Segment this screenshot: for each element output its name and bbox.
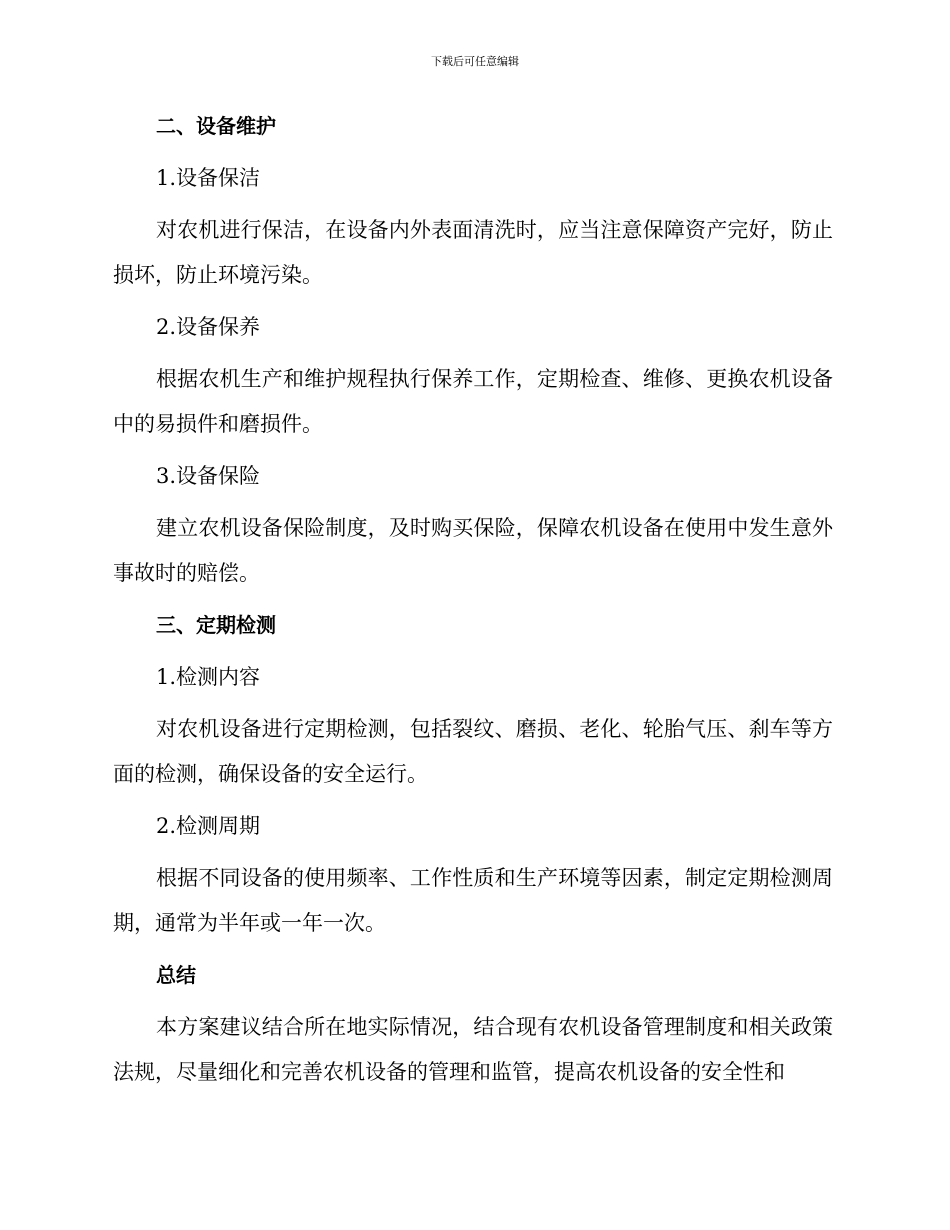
section-heading-inspection: 三、定期检测: [156, 613, 276, 637]
paragraph-summary: 本方案建议结合所在地实际情况，结合现有农机设备管理制度和相关政策法规，尽量细化和完善农机设备的管理和监管，提高农机设备的安全性和: [113, 1015, 833, 1084]
paragraph-insurance: 建立农机设备保险制度，及时购买保险，保障农机设备在使用中发生意外事故时的赔偿。: [113, 516, 833, 585]
paragraph-cleaning: 对农机进行保洁，在设备内外表面清洗时，应当注意保障资产完好，防止损坏，防止环境污染。: [113, 218, 833, 287]
paragraph-inspection-content: 对农机设备进行定期检测，包括裂纹、磨损、老化、轮胎气压、刹车等方面的检测，确保设备的安全运行。: [113, 717, 833, 786]
subheading-cleaning: 1.设备保洁: [156, 166, 261, 190]
subheading-insurance: 3.设备保险: [156, 464, 261, 488]
paragraph-upkeep: 根据农机生产和维护规程执行保养工作，定期检查、维修、更换农机设备中的易损件和磨损件。: [113, 367, 833, 436]
document-body: [113, 104, 833, 1095]
subheading-inspection-content: 1.检测内容: [156, 665, 261, 689]
paragraph-inspection-cycle: 根据不同设备的使用频率、工作性质和生产环境等因素，制定定期检测周期，通常为半年或一年一次。: [113, 866, 833, 935]
section-heading-maintenance: 二、设备维护: [156, 114, 276, 138]
subheading-inspection-cycle: 2.检测周期: [156, 814, 261, 838]
header-note: 下载后可任意编辑: [431, 55, 519, 68]
subheading-upkeep: 2.设备保养: [156, 315, 261, 339]
section-heading-summary: 总结: [156, 963, 196, 987]
